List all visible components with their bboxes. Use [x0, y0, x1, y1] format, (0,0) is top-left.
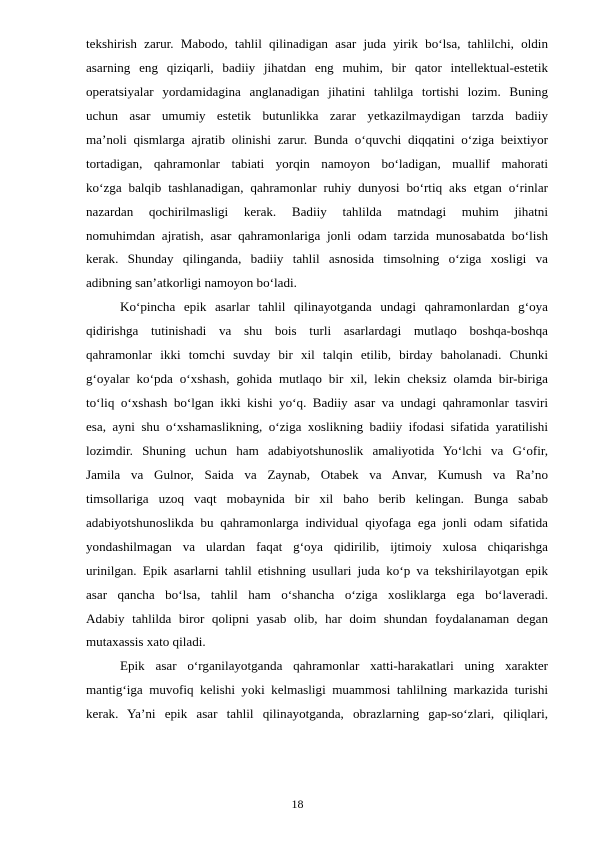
text-line: adabiyotshunoslikda bu qahramonlarga individual qiyofaga ega jonli odam sifatida [86, 514, 548, 530]
text-line: esa, ayni shu o‘xshamaslikning, o‘ziga xoslikning badiiy ifodasi sifatida yaratilishi [86, 419, 548, 434]
text-line: qahramonlar ikki tomchi suvday bir xil talqin etilib, birday baholanadi. Chunki [86, 347, 548, 363]
text-line: Adabiy tahlilda biror qolipni yasab olib, har doim shundan foydalanaman degan [86, 610, 548, 626]
text-line: urinilgan. Epik asarlarni tahlil etishning usullari juda ko‘p va tekshirilayotgan epik [86, 562, 548, 578]
text-line: tortadigan, qahramonlar tabiati yorqin namoyon bo‘ladigan, muallif mahorati [86, 155, 548, 171]
text-line: g‘oyalar ko‘pda o‘xshash, gohida mutlaqo bir xil, lekin cheksiz olamda bir-biriga [86, 371, 548, 387]
text-line: nazardan qochirilmasligi kerak. Badiiy tahlilda matndagi muhim jihatni [86, 203, 548, 219]
text-line: lozimdir. Shuning uchun ham adabiyotshunoslik amaliyotida Yo‘lchi va G‘ofir, [86, 442, 548, 458]
paragraph [86, 32, 548, 295]
text-line: asar qancha bo‘lsa, tahlil ham o‘shancha o‘ziga xosliklarga ega bo‘laveradi. [86, 586, 548, 602]
text-line: ko‘zga balqib tashlanadigan, qahramonlar ruhiy dunyosi bo‘rtiq aks etgan o‘rinlar [86, 179, 548, 195]
text-line: mutaxassis xato qiladi. [86, 634, 206, 650]
text-line: operatsiyalar yordamidagina anglanadigan jihatini tahlilga tortishi lozim. Buning [86, 83, 548, 99]
paragraph [86, 295, 548, 654]
text-line: nomuhimdan ajratish, asar qahramonlariga jonli odam tarzida munosabatda bo‘lish [86, 227, 548, 243]
text-line: qidirishga tutinishadi va shu bois turli asarlardagi mutlaqo boshqa-boshqa [86, 323, 548, 339]
text-line: kerak. Shunday qilinganda, badiiy tahlil asnosida timsolning o‘ziga xosligi va [86, 251, 548, 267]
text-line: kerak. Ya’ni epik asar tahlil qilinayotganda, obrazlarning gap-so‘zlari, qiliqlari, [86, 706, 548, 722]
document-body [86, 32, 548, 726]
text-line: uchun asar umumiy estetik butunlikka zarar yetkazilmaydigan tarzda badiiy [86, 107, 548, 123]
page-number: 18 [291, 797, 304, 811]
text-line: yondashilmagan va ulardan faqat g‘oya qidirilib, ijtimoiy xulosa chiqarishga [86, 538, 548, 554]
text-line: Ko‘pincha epik asarlar tahlil qilinayotganda undagi qahramonlardan g‘oya [120, 299, 548, 315]
text-line: Epik asar o‘rganilayotganda qahramonlar xatti-harakatlari uning xarakter [120, 658, 548, 674]
text-line: asarning eng qiziqarli, badiiy jihatdan eng muhim, bir qator intellektual-estetik [86, 59, 548, 75]
text-line: ma’noli qismlarga ajratib olinishi zarur. Bunda o‘quvchi diqqatini o‘ziga beixtiyor [86, 131, 548, 147]
text-line: to‘liq o‘xshash bo‘lgan ikki kishi yo‘q. Badiiy asar va undagi qahramonlar tasviri [86, 395, 548, 411]
paragraph [86, 654, 548, 726]
text-line: Jamila va Gulnor, Saida va Zaynab, Otabek va Anvar, Kumush va Ra’no [86, 466, 548, 482]
text-line: tekshirish zarur. Mabodo, tahlil qilinadigan asar juda yirik bo‘lsa, tahlilchi, oldin [86, 36, 548, 51]
text-line: mantig‘iga muvofiq kelishi yoki kelmasligi muammosi tahlilning markazida turishi [86, 682, 548, 698]
text-line: timsollariga uzoq vaqt mobaynida bir xil baho berib kelingan. Bunga sabab [86, 490, 548, 506]
text-line: adibning san’atkorligi namoyon bo‘ladi. [86, 275, 297, 291]
